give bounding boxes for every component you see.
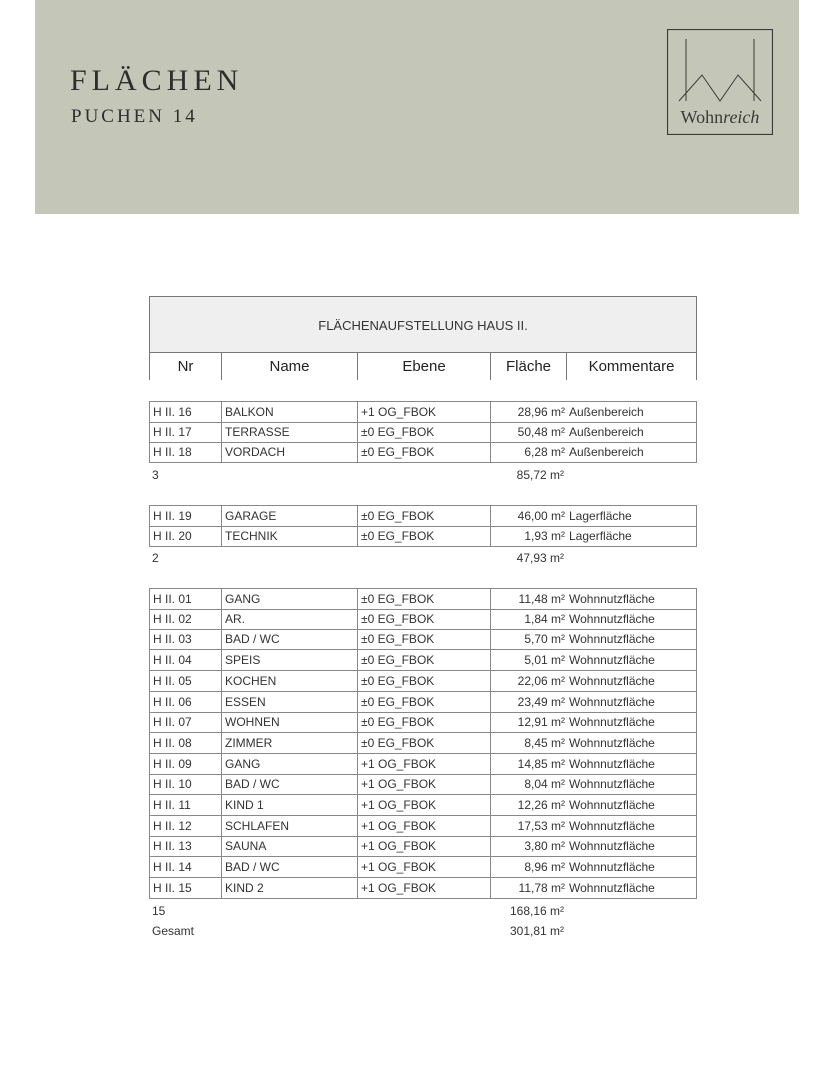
row-flaeche: 12,91 m² — [517, 715, 565, 730]
group-count: 15 — [152, 903, 166, 918]
table-row — [149, 795, 697, 816]
row-ebene: ±0 EG_FBOK — [358, 692, 491, 712]
row-kommentar: Wohnnutzfläche — [569, 880, 655, 895]
row-nr: H II. 08 — [150, 733, 222, 753]
table-row — [149, 816, 697, 837]
row-kommentar: Außenbereich — [569, 424, 644, 439]
row-kommentar: Wohnnutzfläche — [569, 673, 655, 688]
group-summary-row — [149, 465, 697, 486]
group-count: 3 — [152, 468, 159, 483]
row-kommentar: Wohnnutzfläche — [569, 839, 655, 854]
table-row — [149, 712, 697, 733]
column-header-flaeche: Fläche — [491, 353, 567, 380]
row-kommentar: Außenbereich — [569, 405, 644, 419]
column-header-ebene: Ebene — [358, 353, 491, 380]
row-flaeche: 28,96 m² — [517, 405, 565, 419]
table-row — [149, 857, 697, 878]
logo-text: Wohnreich — [680, 107, 760, 127]
table-row — [149, 774, 697, 795]
row-nr: H II. 20 — [150, 526, 222, 546]
row-flaeche: 22,06 m² — [517, 673, 565, 688]
row-flaeche: 23,49 m² — [517, 694, 565, 709]
row-flaeche: 5,01 m² — [524, 653, 565, 668]
row-flaeche: 3,80 m² — [524, 839, 565, 854]
row-nr: H II. 15 — [150, 878, 222, 898]
table-row — [149, 692, 697, 713]
row-kommentar: Wohnnutzfläche — [569, 611, 655, 626]
row-flaeche: 17,53 m² — [517, 818, 565, 833]
table-row — [149, 650, 697, 671]
row-name: BAD / WC — [222, 629, 358, 649]
row-flaeche: 11,48 m² — [518, 592, 565, 606]
table-row — [149, 422, 697, 443]
row-nr: H II. 09 — [150, 754, 222, 774]
row-ebene: +1 OG_FBOK — [358, 816, 491, 836]
row-kommentar: Wohnnutzfläche — [569, 694, 655, 709]
row-kommentar: Wohnnutzfläche — [569, 777, 655, 792]
row-kommentar: Wohnnutzfläche — [569, 735, 655, 750]
row-flaeche: 1,84 m² — [524, 611, 565, 626]
row-name: GARAGE — [222, 506, 358, 526]
row-kommentar: Wohnnutzfläche — [569, 715, 655, 730]
row-ebene: ±0 EG_FBOK — [358, 629, 491, 649]
row-ebene: ±0 EG_FBOK — [358, 506, 491, 526]
column-header-kommentare: Kommentare — [567, 353, 696, 380]
row-flaeche: 6,28 m² — [524, 445, 565, 460]
row-nr: H II. 06 — [150, 692, 222, 712]
column-header-nr: Nr — [150, 353, 222, 380]
row-nr: H II. 01 — [150, 589, 222, 609]
row-nr: H II. 05 — [150, 671, 222, 691]
group-sum: 168,16 m² — [509, 903, 564, 918]
row-ebene: +1 OG_FBOK — [358, 878, 491, 898]
row-ebene: +1 OG_FBOK — [358, 402, 491, 422]
row-name: VORDACH — [222, 442, 358, 462]
row-flaeche: 11,78 m² — [518, 880, 565, 895]
row-ebene: ±0 EG_FBOK — [358, 589, 491, 609]
group-summary-row — [149, 548, 697, 569]
table-row — [149, 442, 697, 463]
row-kommentar: Außenbereich — [569, 445, 644, 460]
row-kommentar: Wohnnutzfläche — [569, 818, 655, 833]
row-kommentar: Wohnnutzfläche — [569, 632, 655, 647]
row-flaeche: 12,26 m² — [517, 798, 565, 812]
row-ebene: +1 OG_FBOK — [358, 754, 491, 774]
row-name: KIND 2 — [222, 878, 358, 898]
row-kommentar: Lagerfläche — [569, 528, 632, 543]
total-label: Gesamt — [152, 923, 195, 938]
table-row — [149, 526, 697, 547]
table-row — [149, 836, 697, 857]
page-title: FLÄCHEN — [70, 64, 244, 97]
row-ebene: ±0 EG_FBOK — [358, 609, 491, 629]
row-nr: H II. 19 — [150, 506, 222, 526]
group-count: 2 — [152, 551, 159, 566]
row-nr: H II. 18 — [150, 442, 222, 462]
table-row — [149, 878, 697, 899]
row-nr: H II. 14 — [150, 857, 222, 877]
row-name: WOHNEN — [222, 712, 358, 732]
row-name: ESSEN — [222, 692, 358, 712]
table-header — [149, 296, 697, 380]
row-ebene: +1 OG_FBOK — [358, 857, 491, 877]
row-ebene: ±0 EG_FBOK — [358, 733, 491, 753]
row-name: KIND 1 — [222, 795, 358, 815]
table-row — [149, 588, 697, 610]
row-nr: H II. 03 — [150, 629, 222, 649]
row-name: BALKON — [222, 402, 358, 422]
row-ebene: ±0 EG_FBOK — [358, 671, 491, 691]
row-kommentar: Lagerfläche — [569, 509, 632, 523]
row-name: AR. — [222, 609, 358, 629]
group-sum: 85,72 m² — [516, 468, 564, 483]
row-name: TERRASSE — [222, 422, 358, 442]
row-name: SPEIS — [222, 650, 358, 670]
row-flaeche: 5,70 m² — [524, 632, 565, 647]
row-kommentar: Wohnnutzfläche — [569, 860, 655, 875]
row-ebene: ±0 EG_FBOK — [358, 526, 491, 546]
row-kommentar: Wohnnutzfläche — [569, 592, 655, 606]
row-kommentar: Wohnnutzfläche — [569, 798, 655, 812]
table-row — [149, 754, 697, 775]
table-row — [149, 505, 697, 527]
row-nr: H II. 11 — [150, 795, 222, 815]
row-name: BAD / WC — [222, 774, 358, 794]
table-row — [149, 671, 697, 692]
page-subtitle: PUCHEN 14 — [71, 106, 198, 127]
row-nr: H II. 12 — [150, 816, 222, 836]
row-flaeche: 50,48 m² — [517, 424, 565, 439]
table-title: FLÄCHENAUFSTELLUNG HAUS II. — [150, 297, 696, 353]
group-sum: 47,93 m² — [516, 551, 564, 566]
row-nr: H II. 16 — [150, 402, 222, 422]
row-ebene: +1 OG_FBOK — [358, 774, 491, 794]
row-name: ZIMMER — [222, 733, 358, 753]
table-row — [149, 733, 697, 754]
table-row — [149, 609, 697, 630]
wohnreich-logo — [667, 29, 773, 135]
row-kommentar: Wohnnutzfläche — [569, 756, 655, 771]
row-flaeche: 8,45 m² — [524, 735, 565, 750]
row-ebene: ±0 EG_FBOK — [358, 650, 491, 670]
row-ebene: ±0 EG_FBOK — [358, 422, 491, 442]
row-name: BAD / WC — [222, 857, 358, 877]
row-ebene: ±0 EG_FBOK — [358, 712, 491, 732]
row-name: GANG — [222, 754, 358, 774]
row-name: SCHLAFEN — [222, 816, 358, 836]
row-nr: H II. 07 — [150, 712, 222, 732]
table-row — [149, 401, 697, 423]
total-sum: 301,81 m² — [509, 923, 564, 938]
row-flaeche: 46,00 m² — [517, 509, 565, 523]
row-flaeche: 8,96 m² — [524, 860, 565, 875]
row-name: KOCHEN — [222, 671, 358, 691]
row-ebene: ±0 EG_FBOK — [358, 442, 491, 462]
row-nr: H II. 10 — [150, 774, 222, 794]
row-nr: H II. 04 — [150, 650, 222, 670]
row-flaeche: 1,93 m² — [524, 528, 565, 543]
group-summary-row — [149, 901, 697, 922]
row-flaeche: 14,85 m² — [517, 756, 565, 771]
row-nr: H II. 17 — [150, 422, 222, 442]
total-row — [149, 921, 697, 942]
table-row — [149, 629, 697, 650]
row-flaeche: 8,04 m² — [524, 777, 565, 792]
row-nr: H II. 13 — [150, 836, 222, 856]
row-ebene: +1 OG_FBOK — [358, 795, 491, 815]
row-name: GANG — [222, 589, 358, 609]
row-name: TECHNIK — [222, 526, 358, 546]
row-nr: H II. 02 — [150, 609, 222, 629]
row-kommentar: Wohnnutzfläche — [569, 653, 655, 668]
column-header-name: Name — [222, 353, 358, 380]
row-name: SAUNA — [222, 836, 358, 856]
row-ebene: +1 OG_FBOK — [358, 836, 491, 856]
